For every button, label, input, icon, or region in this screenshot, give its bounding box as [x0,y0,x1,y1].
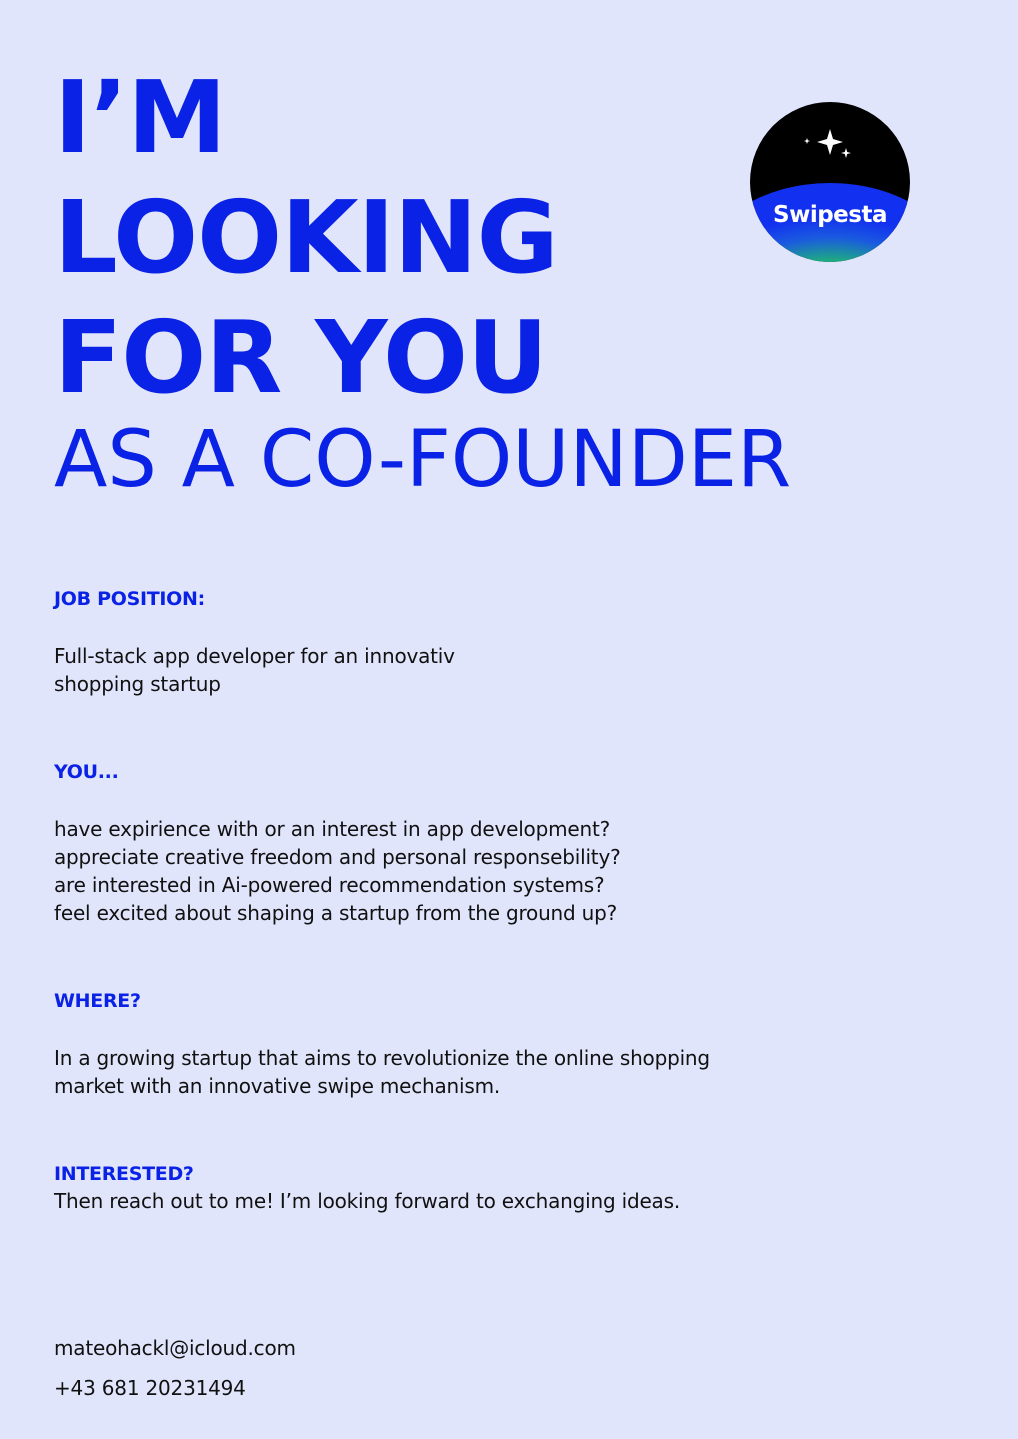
swipesta-logo [750,102,910,262]
where-section [54,988,954,1100]
interested-line: Then reach out to me! I’m looking forward to exchanging ideas. [54,1189,680,1213]
logo-wordmark: Swipesta [773,202,887,228]
headline-line-2: LOOKING [54,179,558,296]
you-section [54,759,954,927]
interested-label: INTERESTED? [54,1163,194,1185]
contact-phone[interactable]: +43 681 20231494 [54,1376,246,1400]
where-line: In a growing startup that aims to revolutionize the online shopping [54,1046,710,1070]
interested-section [54,1161,954,1215]
job-position-line: shopping startup [54,672,221,696]
you-line: feel excited about shaping a startup from the ground up? [54,901,618,925]
headline [54,58,791,510]
you-line: are interested in Ai-powered recommendation systems? [54,873,605,897]
headline-line-1: I’M [54,59,226,176]
you-label: YOU... [54,761,119,783]
where-line: market with an innovative swipe mechanism. [54,1074,501,1098]
job-position-label: JOB POSITION: [54,588,205,610]
headline-line-4: AS A CO-FOUNDER [54,415,792,505]
contact-email[interactable]: mateohackl@icloud.com [54,1336,296,1360]
where-label: WHERE? [54,990,141,1012]
you-line: have expirience with or an interest in app development? [54,817,611,841]
job-position-section [54,586,954,698]
you-line: appreciate creative freedom and personal responsebility? [54,845,621,869]
job-position-line: Full-stack app developer for an innovativ [54,644,455,668]
headline-line-3: FOR YOU [54,299,548,416]
